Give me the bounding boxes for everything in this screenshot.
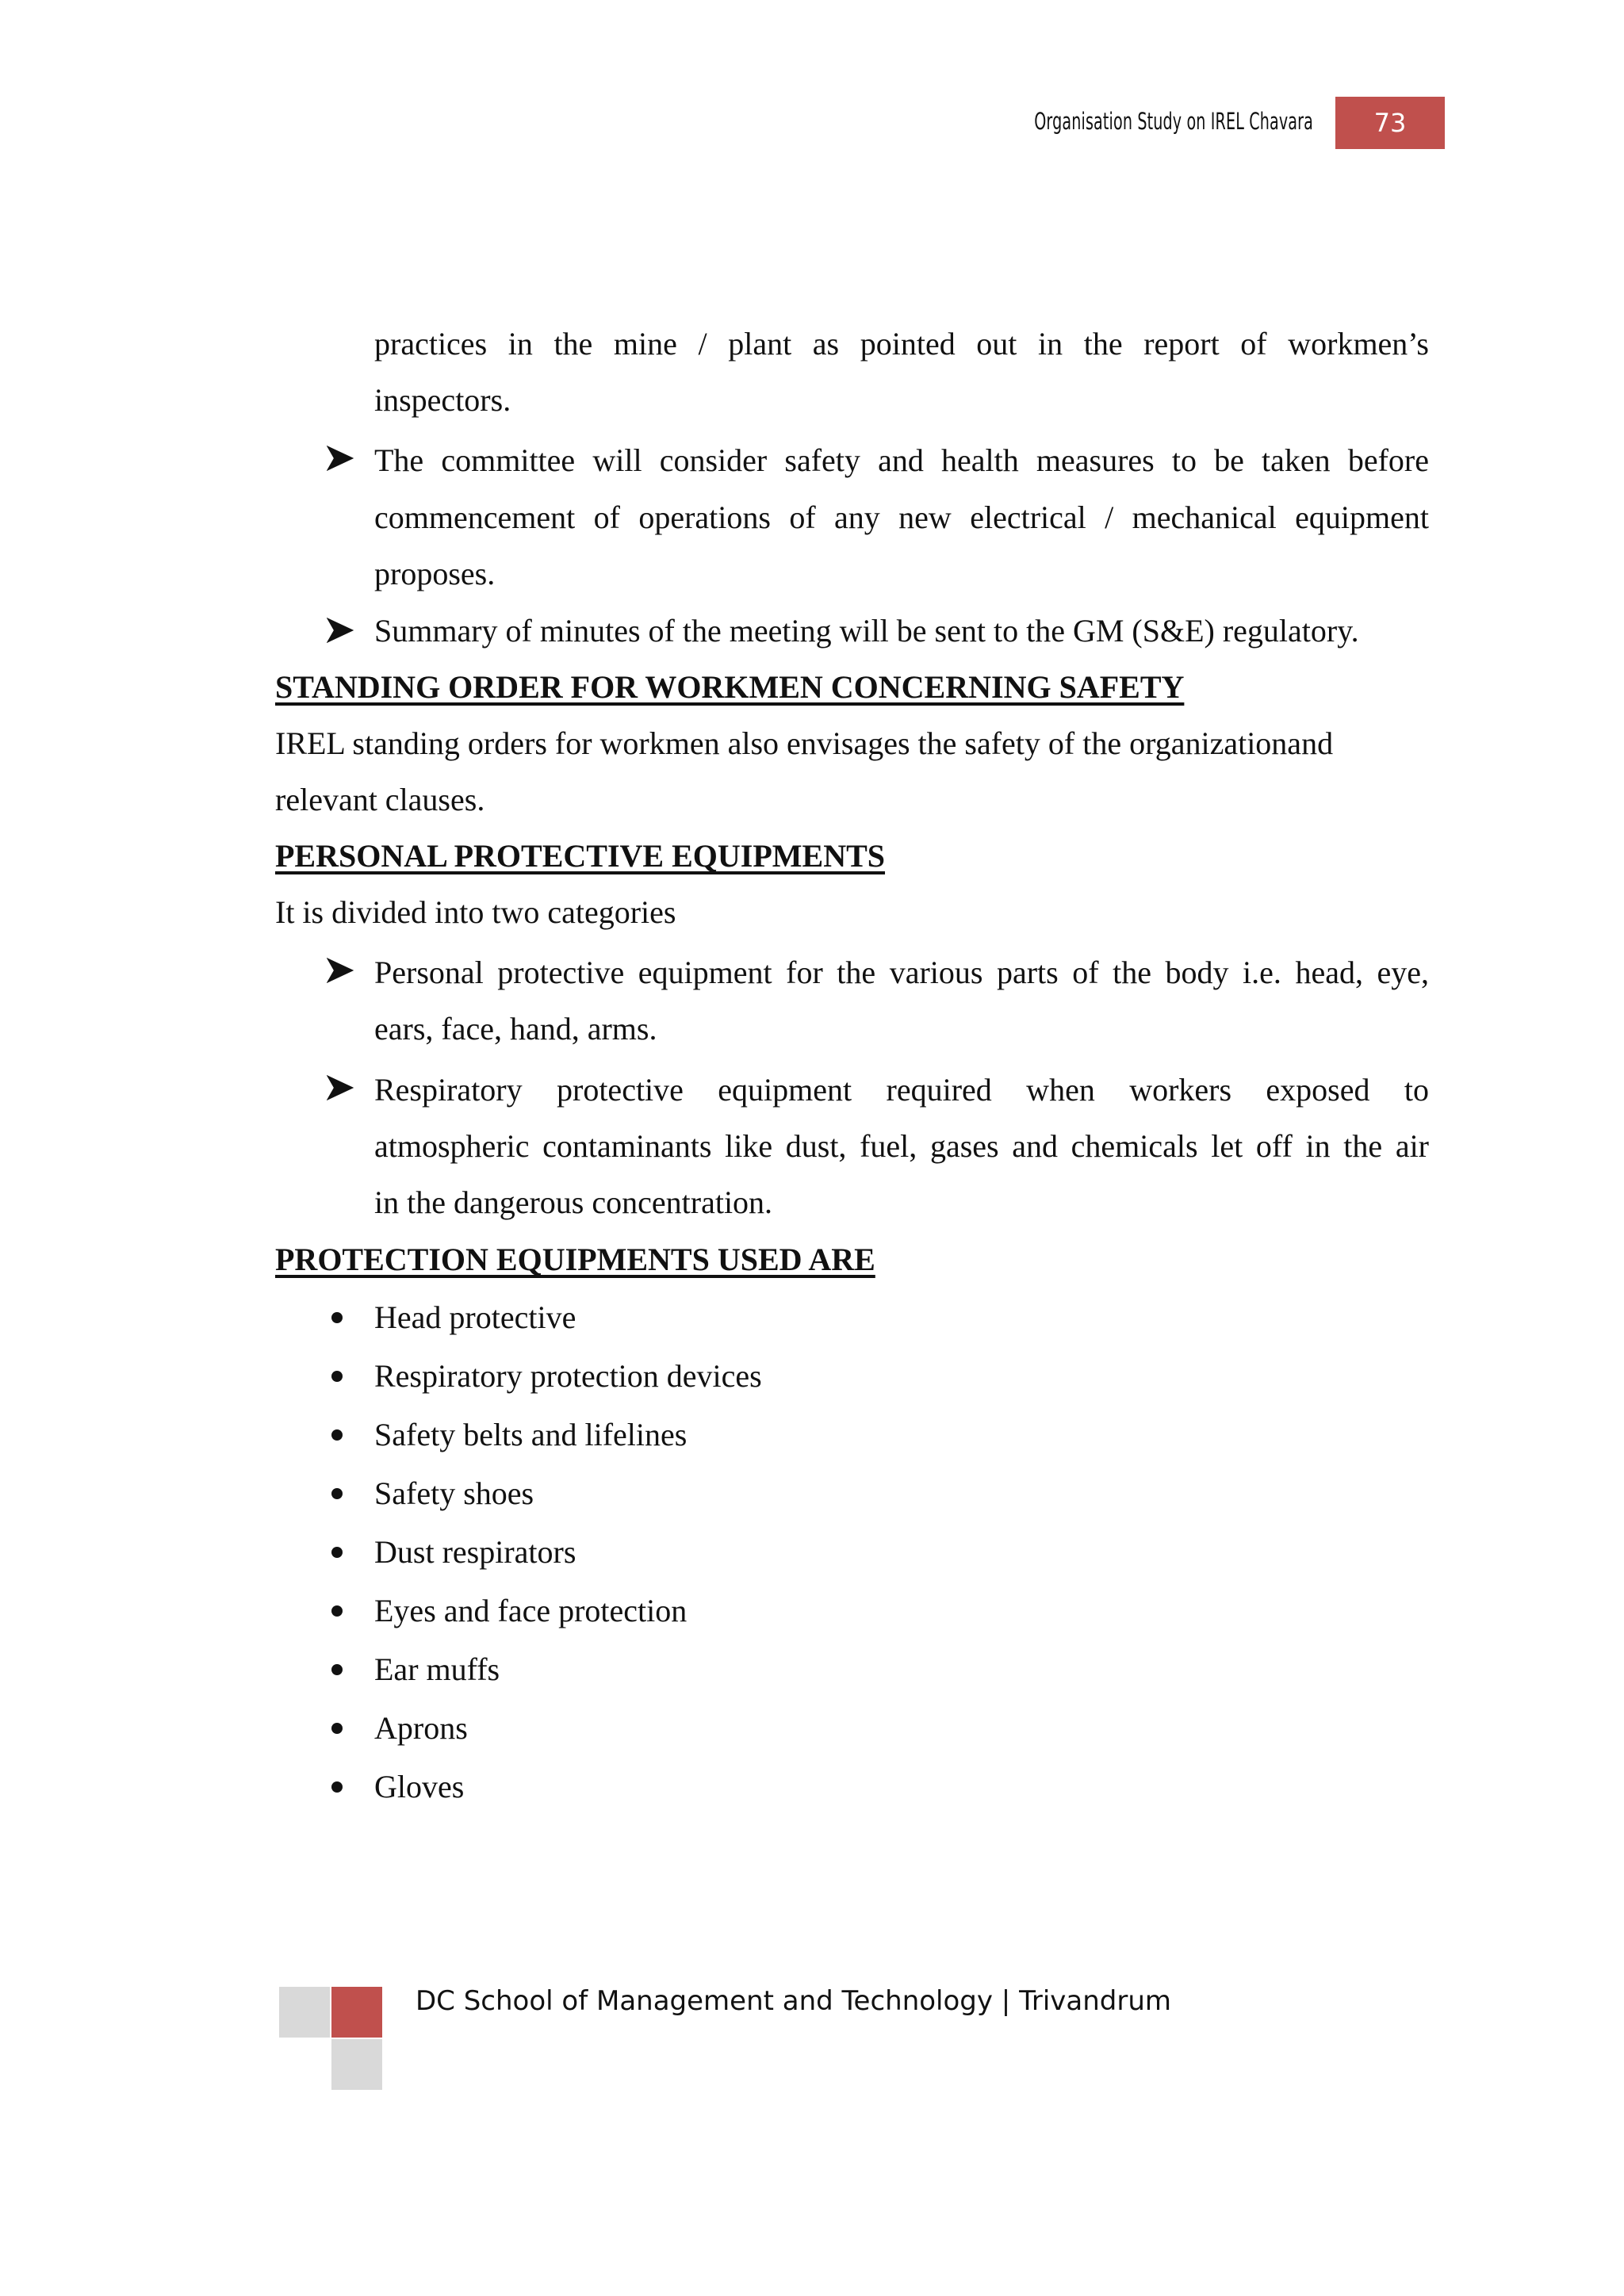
list-item: Respiratory protective equipment required when workers exposed to xyxy=(374,1072,1429,1108)
list-item: Respiratory protection devices xyxy=(374,1358,762,1394)
list-item: Head protective xyxy=(374,1299,576,1335)
footer-square-red xyxy=(331,1987,382,2038)
arrow-bullet-icon xyxy=(327,958,354,983)
list-item: commencement of operations of any new electrical / mechanical equipment xyxy=(374,499,1429,535)
paragraph-line: practices in the mine / plant as pointed out in the report of workmen’s xyxy=(374,326,1429,362)
running-header-title: Organisation Study on IREL Chavara xyxy=(1034,108,1313,135)
paragraph-line: relevant clauses. xyxy=(275,782,485,817)
bullet-dot-icon xyxy=(331,1429,343,1441)
paragraph-line: IREL standing orders for workmen also envisages the safety of the organizationand xyxy=(275,725,1334,761)
page-number: 73 xyxy=(1373,108,1407,138)
list-item: Summary of minutes of the meeting will be sent to the GM (S&E) regulatory. xyxy=(374,613,1359,649)
list-item: Dust respirators xyxy=(374,1534,576,1570)
list-item: The committee will consider safety and health measures to be taken before xyxy=(374,442,1429,478)
arrow-bullet-icon xyxy=(327,618,354,643)
list-item: Eyes and face protection xyxy=(374,1593,688,1628)
paragraph-line: It is divided into two categories xyxy=(275,894,676,930)
bullet-dot-icon xyxy=(331,1371,343,1382)
footer-square-grey xyxy=(279,1987,330,2038)
section-heading: PROTECTION EQUIPMENTS USED ARE xyxy=(275,1242,875,1277)
list-item: Ear muffs xyxy=(374,1651,500,1687)
footer-text: DC School of Management and Technology | Trivandrum xyxy=(416,1985,1171,2017)
list-item: Personal protective equipment for the various parts of the body i.e. head, eye, xyxy=(374,955,1429,990)
arrow-bullet-icon xyxy=(327,446,354,471)
list-item: atmospheric contaminants like dust, fuel, gases and chemicals let off in the air xyxy=(374,1128,1429,1164)
list-item: Gloves xyxy=(374,1769,465,1804)
bullet-dot-icon xyxy=(331,1781,343,1793)
list-item: Aprons xyxy=(374,1710,468,1746)
arrow-bullet-icon xyxy=(327,1075,354,1100)
bullet-dot-icon xyxy=(331,1547,343,1558)
list-item: proposes. xyxy=(374,556,496,591)
list-item: in the dangerous concentration. xyxy=(374,1184,773,1220)
bullet-dot-icon xyxy=(331,1488,343,1499)
page-number-badge xyxy=(1335,97,1445,149)
footer-square-grey xyxy=(331,2039,382,2090)
list-item: ears, face, hand, arms. xyxy=(374,1011,657,1047)
section-heading: PERSONAL PROTECTIVE EQUIPMENTS xyxy=(275,838,886,874)
bullet-dot-icon xyxy=(331,1312,343,1323)
list-item: Safety belts and lifelines xyxy=(374,1417,688,1452)
list-item: Safety shoes xyxy=(374,1475,534,1511)
bullet-dot-icon xyxy=(331,1664,343,1675)
bullet-dot-icon xyxy=(331,1605,343,1617)
bullet-dot-icon xyxy=(331,1723,343,1734)
paragraph-line: inspectors. xyxy=(374,382,511,418)
section-heading: STANDING ORDER FOR WORKMEN CONCERNING SAFETY xyxy=(275,669,1185,705)
